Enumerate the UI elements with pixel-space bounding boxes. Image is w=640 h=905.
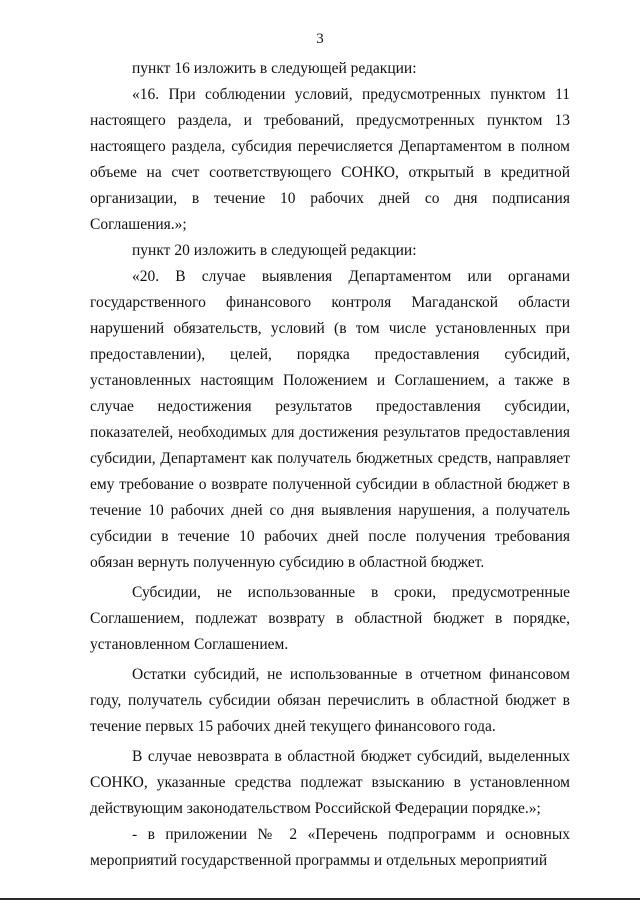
page-bottom-edge (0, 898, 640, 900)
paragraph-item-16-intro: пункт 16 изложить в следующей редакции: (132, 60, 417, 77)
paragraph-item-20-text: «20. В случае выявления Департаментом или органами государственного финансового контроля Магаданской области нарушений обязательств, условий (в том числе установленных при предоставлении), целей, порядка предоставления субсидий, установленных настоящим Положением и Соглашением, а также в случае недостижения результатов предоставления субсидии, показателей, необходимых для достижения результатов предоставления субсидии, Департамент как получатель бюджетных средств, направляет ему требование о возврате полученной субсидии в областной бюджет в течение 10 рабочих дней со дня выявления нарушения, а получатель субсидии в течение 10 рабочих дней после получения требования обязан вернуть полученную субсидию в областной бюджет. (90, 268, 570, 571)
paragraph-unused-subsidies: Субсидии, не использованные в сроки, предусмотренные Соглашением, подлежат возврату в областной бюджет в порядке, установленном Соглашением. (90, 584, 570, 653)
document-body (90, 56, 570, 874)
paragraph-non-return: В случае невозврата в областной бюджет субсидий, выделенных СОНКО, указанные средства подлежат взысканию в установленном действующим законодательством Российской Федерации порядке.»; (90, 748, 570, 817)
paragraph-item-16-text: «16. При соблюдении условий, предусмотренных пунктом 11 настоящего раздела, и требований, предусмотренных пунктом 13 настоящего раздела, субсидия перечисляется Департаментом в полном объеме на счет соответствующего СОНКО, открытый в кредитной организации, в течение 10 рабочих дней со дня подписания Соглашения.»; (90, 86, 570, 233)
page-number: 3 (316, 31, 324, 47)
paragraph-item-20-intro: пункт 20 изложить в следующей редакции: (132, 242, 417, 259)
paragraph-subsidy-remainders: Остатки субсидий, не использованные в отчетном финансовом году, получатель субсидии обязан перечислить в областной бюджет в течение первых 15 рабочих дней текущего финансового года. (90, 666, 570, 735)
paragraph-appendix-2: - в приложении № 2 «Перечень подпрограмм и основных мероприятий государственной программы и отдельных мероприятий (90, 826, 570, 869)
